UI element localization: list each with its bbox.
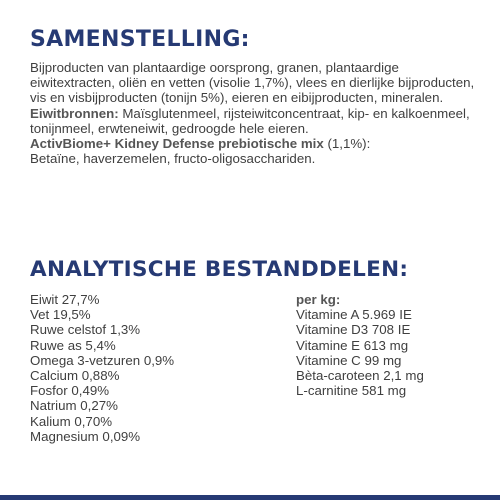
protein-sources-text: Maïsglutenmeel, rijsteiwitconcentraat, kip- en kalkoenmeel, tonijnmeel, erwteneiwit, gedroogde hele eieren. xyxy=(30,105,470,136)
per-kg-header: per kg: xyxy=(296,292,341,307)
list-item: Ruwe celstof 1,3% xyxy=(30,322,141,338)
analytical-constituents-list xyxy=(30,292,174,444)
analytical-title: ANALYTISCHE BESTANDDELEN: xyxy=(30,257,409,282)
list-item: Calcium 0,88% xyxy=(30,368,120,384)
list-item: Fosfor 0,49% xyxy=(30,383,110,399)
list-item: Kalium 0,70% xyxy=(30,413,113,429)
list-item: Vitamine A 5.969 IE xyxy=(296,307,412,323)
list-item: Ruwe as 5,4% xyxy=(30,337,116,353)
list-item: Omega 3-vetzuren 0,9% xyxy=(30,352,175,368)
list-item: Vet 19,5% xyxy=(30,307,91,323)
prebiotic-mix-percent: (1,1%): xyxy=(327,136,371,152)
additives-list xyxy=(296,292,424,398)
protein-sources-label: Eiwitbronnen: xyxy=(30,105,119,121)
list-item: L-carnitine 581 mg xyxy=(296,383,407,399)
list-item: Bèta-caroteen 2,1 mg xyxy=(296,368,424,384)
list-item: Magnesium 0,09% xyxy=(30,428,141,444)
list-item: Vitamine C 99 mg xyxy=(296,352,402,368)
list-item: Vitamine D3 708 IE xyxy=(296,322,411,338)
ingredients-text: Bijproducten van plantaardige oorsprong, granen, plantaardige eiwitextracten, oliën en vetten (visolie 1,7%), vlees en dierlijke bijproducten, vis en visbijproducten (tonijn 5%), eieren en eibijproducten, mineralen. xyxy=(30,60,475,106)
composition-text xyxy=(30,60,480,166)
list-item: Natrium 0,27% xyxy=(30,398,118,414)
list-item: Eiwit 27,7% xyxy=(30,292,100,307)
list-item: Vitamine E 613 mg xyxy=(296,337,409,353)
prebiotic-mix-text: Betaïne, haverzemelen, fructo-oligosacchariden. xyxy=(30,151,316,167)
prebiotic-mix-label: ActivBiome+ Kidney Defense prebiotische mix xyxy=(30,136,324,152)
composition-title: SAMENSTELLING: xyxy=(30,27,250,52)
bottom-accent-bar xyxy=(0,495,500,500)
